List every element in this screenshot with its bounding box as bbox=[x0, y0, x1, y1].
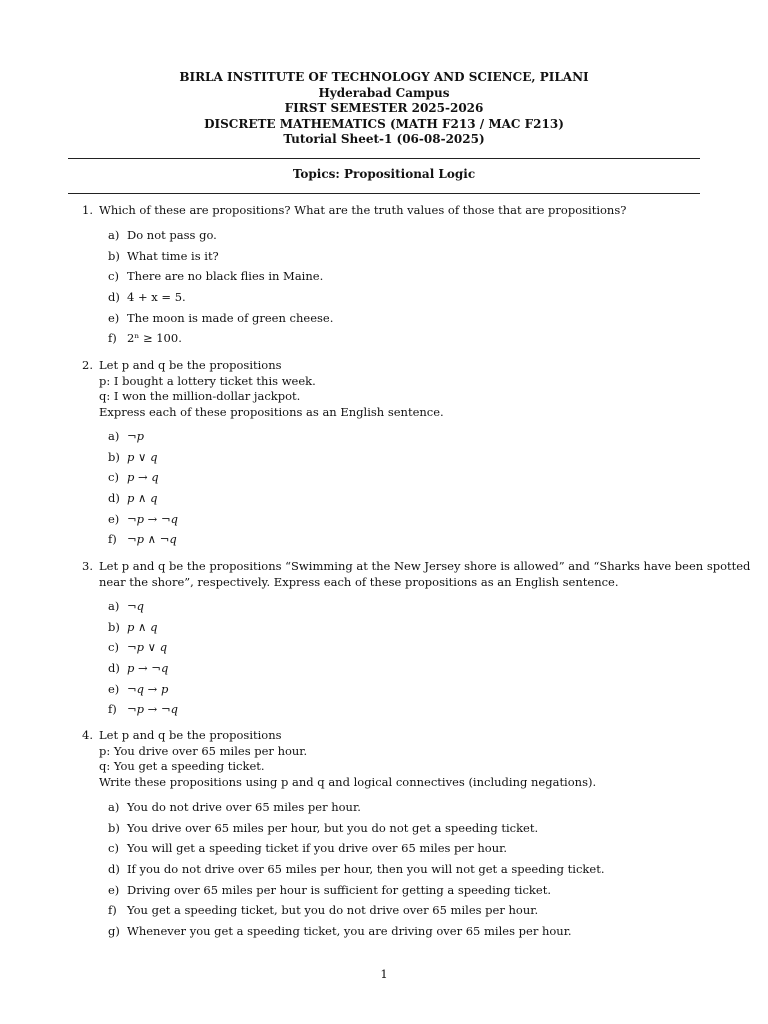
question-text: Let p and q be the propositions bbox=[99, 358, 282, 372]
question-text: Which of these are propositions? What are the truth values of those that are propositions? bbox=[99, 203, 627, 217]
question-text: Let p and q be the propositions bbox=[99, 728, 282, 742]
list-item: a) ¬q bbox=[108, 599, 144, 613]
question-4-items bbox=[108, 800, 604, 945]
list-item: b) p ∨ q bbox=[108, 449, 158, 464]
list-item: d) p → ¬q bbox=[108, 661, 169, 676]
question-text: Let p and q be the propositions “Swimming at the New Jersey shore is allowed” and “Sharks have been spotted bbox=[99, 559, 751, 573]
institute-name: BIRLA INSTITUTE OF TECHNOLOGY AND SCIENCE, PILANI bbox=[179, 70, 589, 84]
page-number: 1 bbox=[380, 967, 388, 981]
list-item: a) Do not pass go. bbox=[108, 228, 217, 242]
list-item: f) ¬p → ¬q bbox=[108, 702, 178, 717]
topics-heading: Topics: Propositional Logic bbox=[292, 167, 476, 181]
list-item: d) 4 + x = 5. bbox=[108, 290, 186, 305]
question-number: 4. bbox=[82, 728, 93, 742]
question-3-items bbox=[108, 599, 178, 723]
question-number: 1. bbox=[82, 203, 93, 217]
proposition-q: q: You get a speeding ticket. bbox=[99, 759, 265, 773]
header-divider-top bbox=[68, 158, 700, 159]
list-item: g) Whenever you get a speeding ticket, you are driving over 65 miles per hour. bbox=[108, 924, 572, 939]
list-item: a) You do not drive over 65 miles per hour. bbox=[108, 800, 361, 814]
list-item: f) 2ⁿ ≥ 100. bbox=[108, 331, 182, 346]
question-text-cont: near the shore”, respectively. Express each of these propositions as an English sentence. bbox=[99, 574, 619, 589]
list-item: d) If you do not drive over 65 miles per hour, then you will not get a speeding ticket. bbox=[108, 862, 605, 877]
semester: FIRST SEMESTER 2025-2026 bbox=[284, 101, 484, 115]
question-instruction: Express each of these propositions as an English sentence. bbox=[99, 404, 444, 419]
question-1-items bbox=[108, 228, 333, 352]
course-title: DISCRETE MATHEMATICS (MATH F213 / MAC F213) bbox=[204, 116, 564, 131]
list-item: c) ¬p ∨ q bbox=[108, 640, 168, 655]
sheet-title: Tutorial Sheet-1 (06-08-2025) bbox=[283, 132, 485, 146]
question-2 bbox=[68, 358, 708, 420]
list-item: b) p ∧ q bbox=[108, 619, 158, 634]
campus-name: Hyderabad Campus bbox=[318, 85, 450, 100]
list-item: f) You get a speeding ticket, but you do not drive over 65 miles per hour. bbox=[108, 903, 539, 918]
question-number: 3. bbox=[82, 559, 93, 573]
document-header bbox=[0, 70, 768, 148]
list-item: e) Driving over 65 miles per hour is sufficient for getting a speeding ticket. bbox=[108, 882, 551, 897]
list-item: f) ¬p ∧ ¬q bbox=[108, 532, 177, 547]
list-item: e) ¬q → p bbox=[108, 681, 169, 696]
proposition-q: q: I won the million-dollar jackpot. bbox=[99, 389, 301, 403]
proposition-p: p: I bought a lottery ticket this week. bbox=[99, 373, 316, 388]
list-item: d) p ∧ q bbox=[108, 491, 158, 506]
question-1 bbox=[68, 203, 708, 219]
list-item: c) There are no black flies in Maine. bbox=[108, 269, 324, 284]
header-divider-bottom bbox=[68, 193, 700, 194]
list-item: a) ¬p bbox=[108, 429, 144, 443]
list-item: c) p → q bbox=[108, 470, 159, 485]
list-item: e) The moon is made of green cheese. bbox=[108, 310, 334, 325]
list-item: b) You drive over 65 miles per hour, but you do not get a speeding ticket. bbox=[108, 820, 539, 835]
question-4 bbox=[68, 728, 708, 790]
list-item: b) What time is it? bbox=[108, 248, 219, 263]
question-3 bbox=[68, 559, 751, 590]
question-instruction: Write these propositions using p and q and logical connectives (including negations). bbox=[99, 774, 597, 789]
question-number: 2. bbox=[82, 358, 93, 372]
list-item: e) ¬p → ¬q bbox=[108, 511, 178, 526]
list-item: c) You will get a speeding ticket if you drive over 65 miles per hour. bbox=[108, 841, 507, 856]
question-2-items bbox=[108, 429, 178, 553]
proposition-p: p: You drive over 65 miles per hour. bbox=[99, 743, 308, 758]
